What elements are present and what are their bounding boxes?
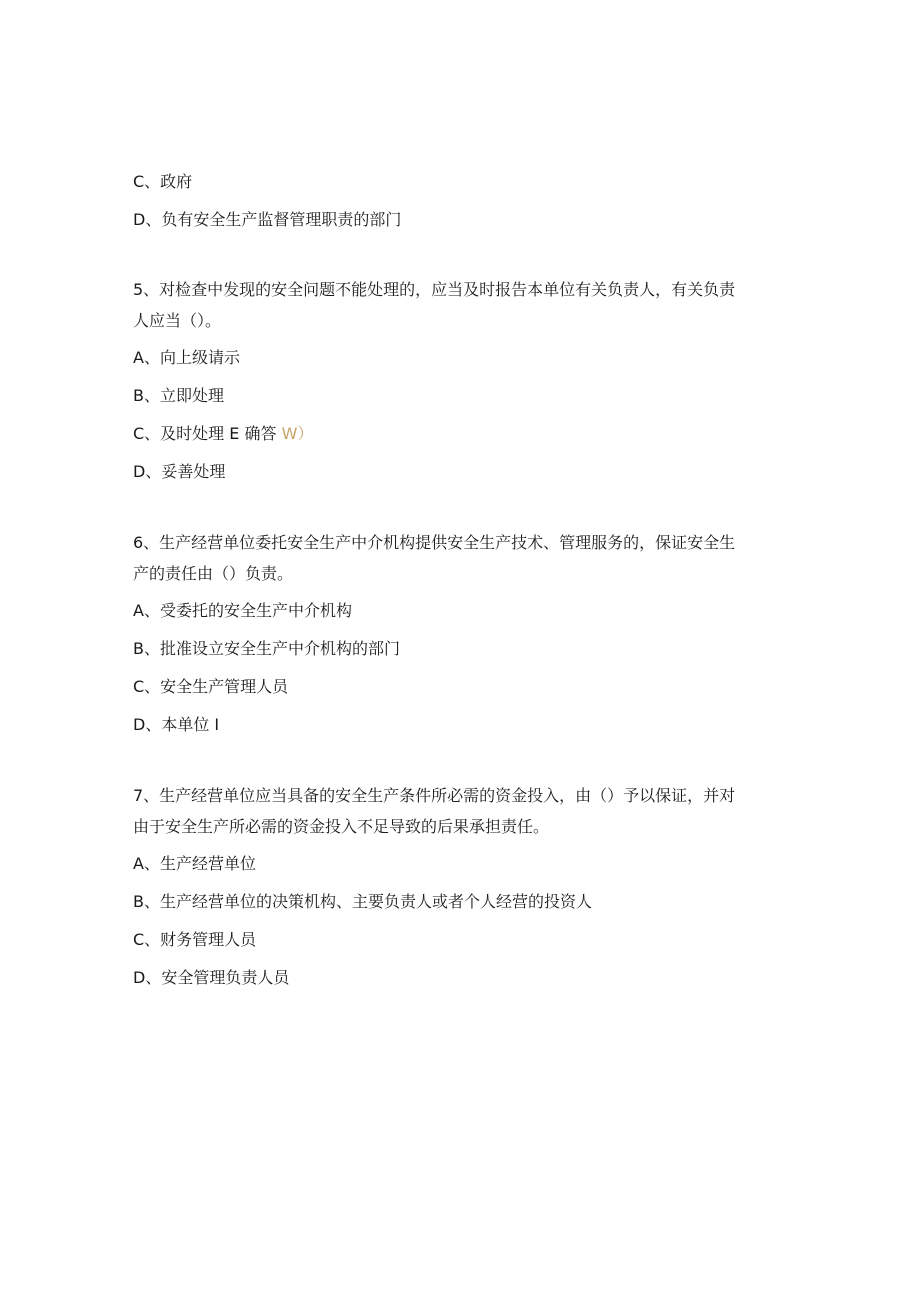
q5-option-c-mark: W） — [281, 424, 314, 443]
q4-option-d: D、负有安全生产监督管理职责的部门 — [133, 210, 402, 229]
q6-stem-line2: 产的责任由（）负责。 — [133, 564, 294, 583]
q7-stem-line1: 7、生产经营单位应当具备的安全生产条件所必需的资金投入，由（）予以保证，并对 — [133, 786, 736, 805]
q5-option-d: D、妥善处理 — [133, 462, 226, 481]
q7-option-d: D、安全管理负责人员 — [133, 968, 290, 987]
q7-stem-line2: 由于安全生产所必需的资金投入不足导致的后果承担责任。 — [133, 817, 550, 836]
q5-option-c-text: C、及时处理 E 确答 — [133, 424, 277, 443]
q5-option-b: B、立即处理 — [133, 386, 224, 405]
q6-option-a: A、受委托的安全生产中介机构 — [133, 601, 352, 620]
q6-stem-line1: 6、生产经营单位委托安全生产中介机构提供安全生产技术、管理服务的，保证安全生 — [133, 533, 736, 552]
q6-option-d: D、本单位 I — [133, 715, 220, 734]
q7-option-c: C、财务管理人员 — [133, 930, 257, 949]
q5-option-c — [133, 423, 313, 445]
q5-stem-line1: 5、对检查中发现的安全问题不能处理的，应当及时报告本单位有关负责人，有关负责 — [133, 280, 736, 299]
q4-option-c: C、政府 — [133, 172, 193, 191]
q6-option-c: C、安全生产管理人员 — [133, 677, 289, 696]
q5-option-a: A、向上级请示 — [133, 348, 240, 367]
q7-option-b: B、生产经营单位的决策机构、主要负责人或者个人经营的投资人 — [133, 892, 592, 911]
q6-option-b: B、批准设立安全生产中介机构的部门 — [133, 639, 400, 658]
q5-stem-line2: 人应当（）。 — [133, 311, 222, 330]
q7-option-a: A、生产经营单位 — [133, 854, 256, 873]
